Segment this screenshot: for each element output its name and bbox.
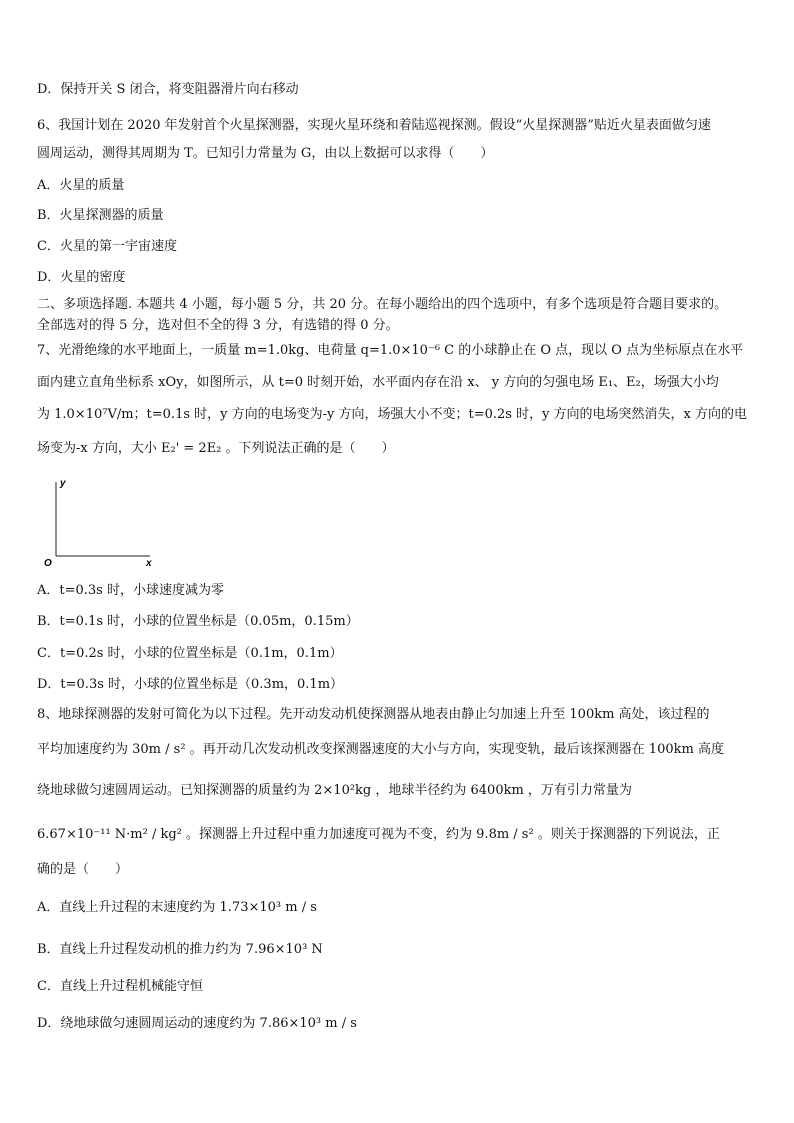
q7-stem-line3: 为 1.0×10⁷V/m；t=0.1s 时，y 方向的电场变为-y 方向，场强大小不变；t=0.2s 时，y 方向的电场突然消失，x 方向的电: [37, 407, 748, 422]
q7-option-c: C．t=0.2s 时，小球的位置坐标是（0.1m，0.1m）: [37, 646, 343, 661]
q7-option-d: D．t=0.3s 时，小球的位置坐标是（0.3m，0.1m）: [37, 677, 344, 692]
q6-option-a: A．火星的质量: [37, 178, 125, 193]
q8-option-d: D．绕地球做匀速圆周运动的速度约为 7.86×10³ m / s: [37, 1016, 357, 1031]
q6-stem-line2: 圆周运动，测得其周期为 T。已知引力常量为 G，由以上数据可以求得（ ）: [37, 146, 494, 161]
q7-option-a: A．t=0.3s 时，小球速度减为零: [37, 583, 224, 598]
q7-stem-line2: 面内建立直角坐标系 xOy，如图所示，从 t=0 时刻开始，水平面内存在沿 x、 y 方向的匀强电场 E₁、E₂，场强大小均: [37, 375, 719, 390]
q8-stem-line1: 8、地球探测器的发射可简化为以下过程。先开动发动机使探测器从地表由静止匀加速上升至 100km 高处，该过程的: [37, 707, 710, 722]
q5-option-d: D．保持开关 S 闭合，将变阻器滑片向右移动: [37, 82, 299, 97]
q6-stem-line1: 6、我国计划在 2020 年发射首个火星探测器，实现火星环绕和着陆巡视探测。假设“火星探测器”贴近火星表面做匀速: [37, 118, 711, 133]
origin-label: O: [44, 558, 52, 569]
q8-stem-line5: 确的是（ ）: [37, 862, 129, 877]
q7-coordinate-figure: [40, 474, 160, 570]
q7-stem-line4: 场变为-x 方向，大小 E₂' = 2E₂ 。下列说法正确的是（ ）: [37, 441, 395, 456]
q7-option-b: B．t=0.1s 时，小球的位置坐标是（0.05m，0.15m）: [37, 614, 359, 629]
q8-stem-line3: 绕地球做匀速圆周运动。已知探测器的质量约为 2×10²kg ，地球半径约为 6400km ，万有引力常量为: [37, 783, 632, 798]
q8-option-c: C．直线上升过程机械能守恒: [37, 979, 203, 994]
q6-option-d: D．火星的密度: [37, 270, 126, 285]
section2-heading-line2: 全部选对的得 5 分，选对但不全的得 3 分，有选错的得 0 分。: [37, 318, 399, 333]
q8-stem-line2: 平均加速度约为 30m / s² 。再开动几次发动机改变探测器速度的大小与方向，实现变轨，最后该探测器在 100km 高度: [37, 742, 724, 757]
q7-stem-line1: 7、光滑绝缘的水平地面上，一质量 m=1.0kg、电荷量 q=1.0×10⁻⁶ C 的小球静止在 O 点，现以 O 点为坐标原点在水平: [37, 343, 744, 358]
q6-option-c: C．火星的第一宇宙速度: [37, 239, 177, 254]
x-axis-label: x: [146, 558, 152, 569]
y-axis-label: y: [60, 478, 66, 489]
q8-option-a: A．直线上升过程的末速度约为 1.73×10³ m / s: [37, 900, 317, 915]
q8-stem-line4: 6.67×10⁻¹¹ N·m² / kg² 。探测器上升过程中重力加速度可视为不变，约为 9.8m / s² 。则关于探测器的下列说法，正: [37, 827, 720, 842]
section2-heading-line1: 二、多项选择题. 本题共 4 小题，每小题 5 分，共 20 分。在每小题给出的四个选项中，有多个选项是符合题目要求的。: [37, 297, 728, 312]
q6-option-b: B．火星探测器的质量: [37, 208, 164, 223]
q8-option-b: B．直线上升过程发动机的推力约为 7.96×10³ N: [37, 942, 323, 957]
